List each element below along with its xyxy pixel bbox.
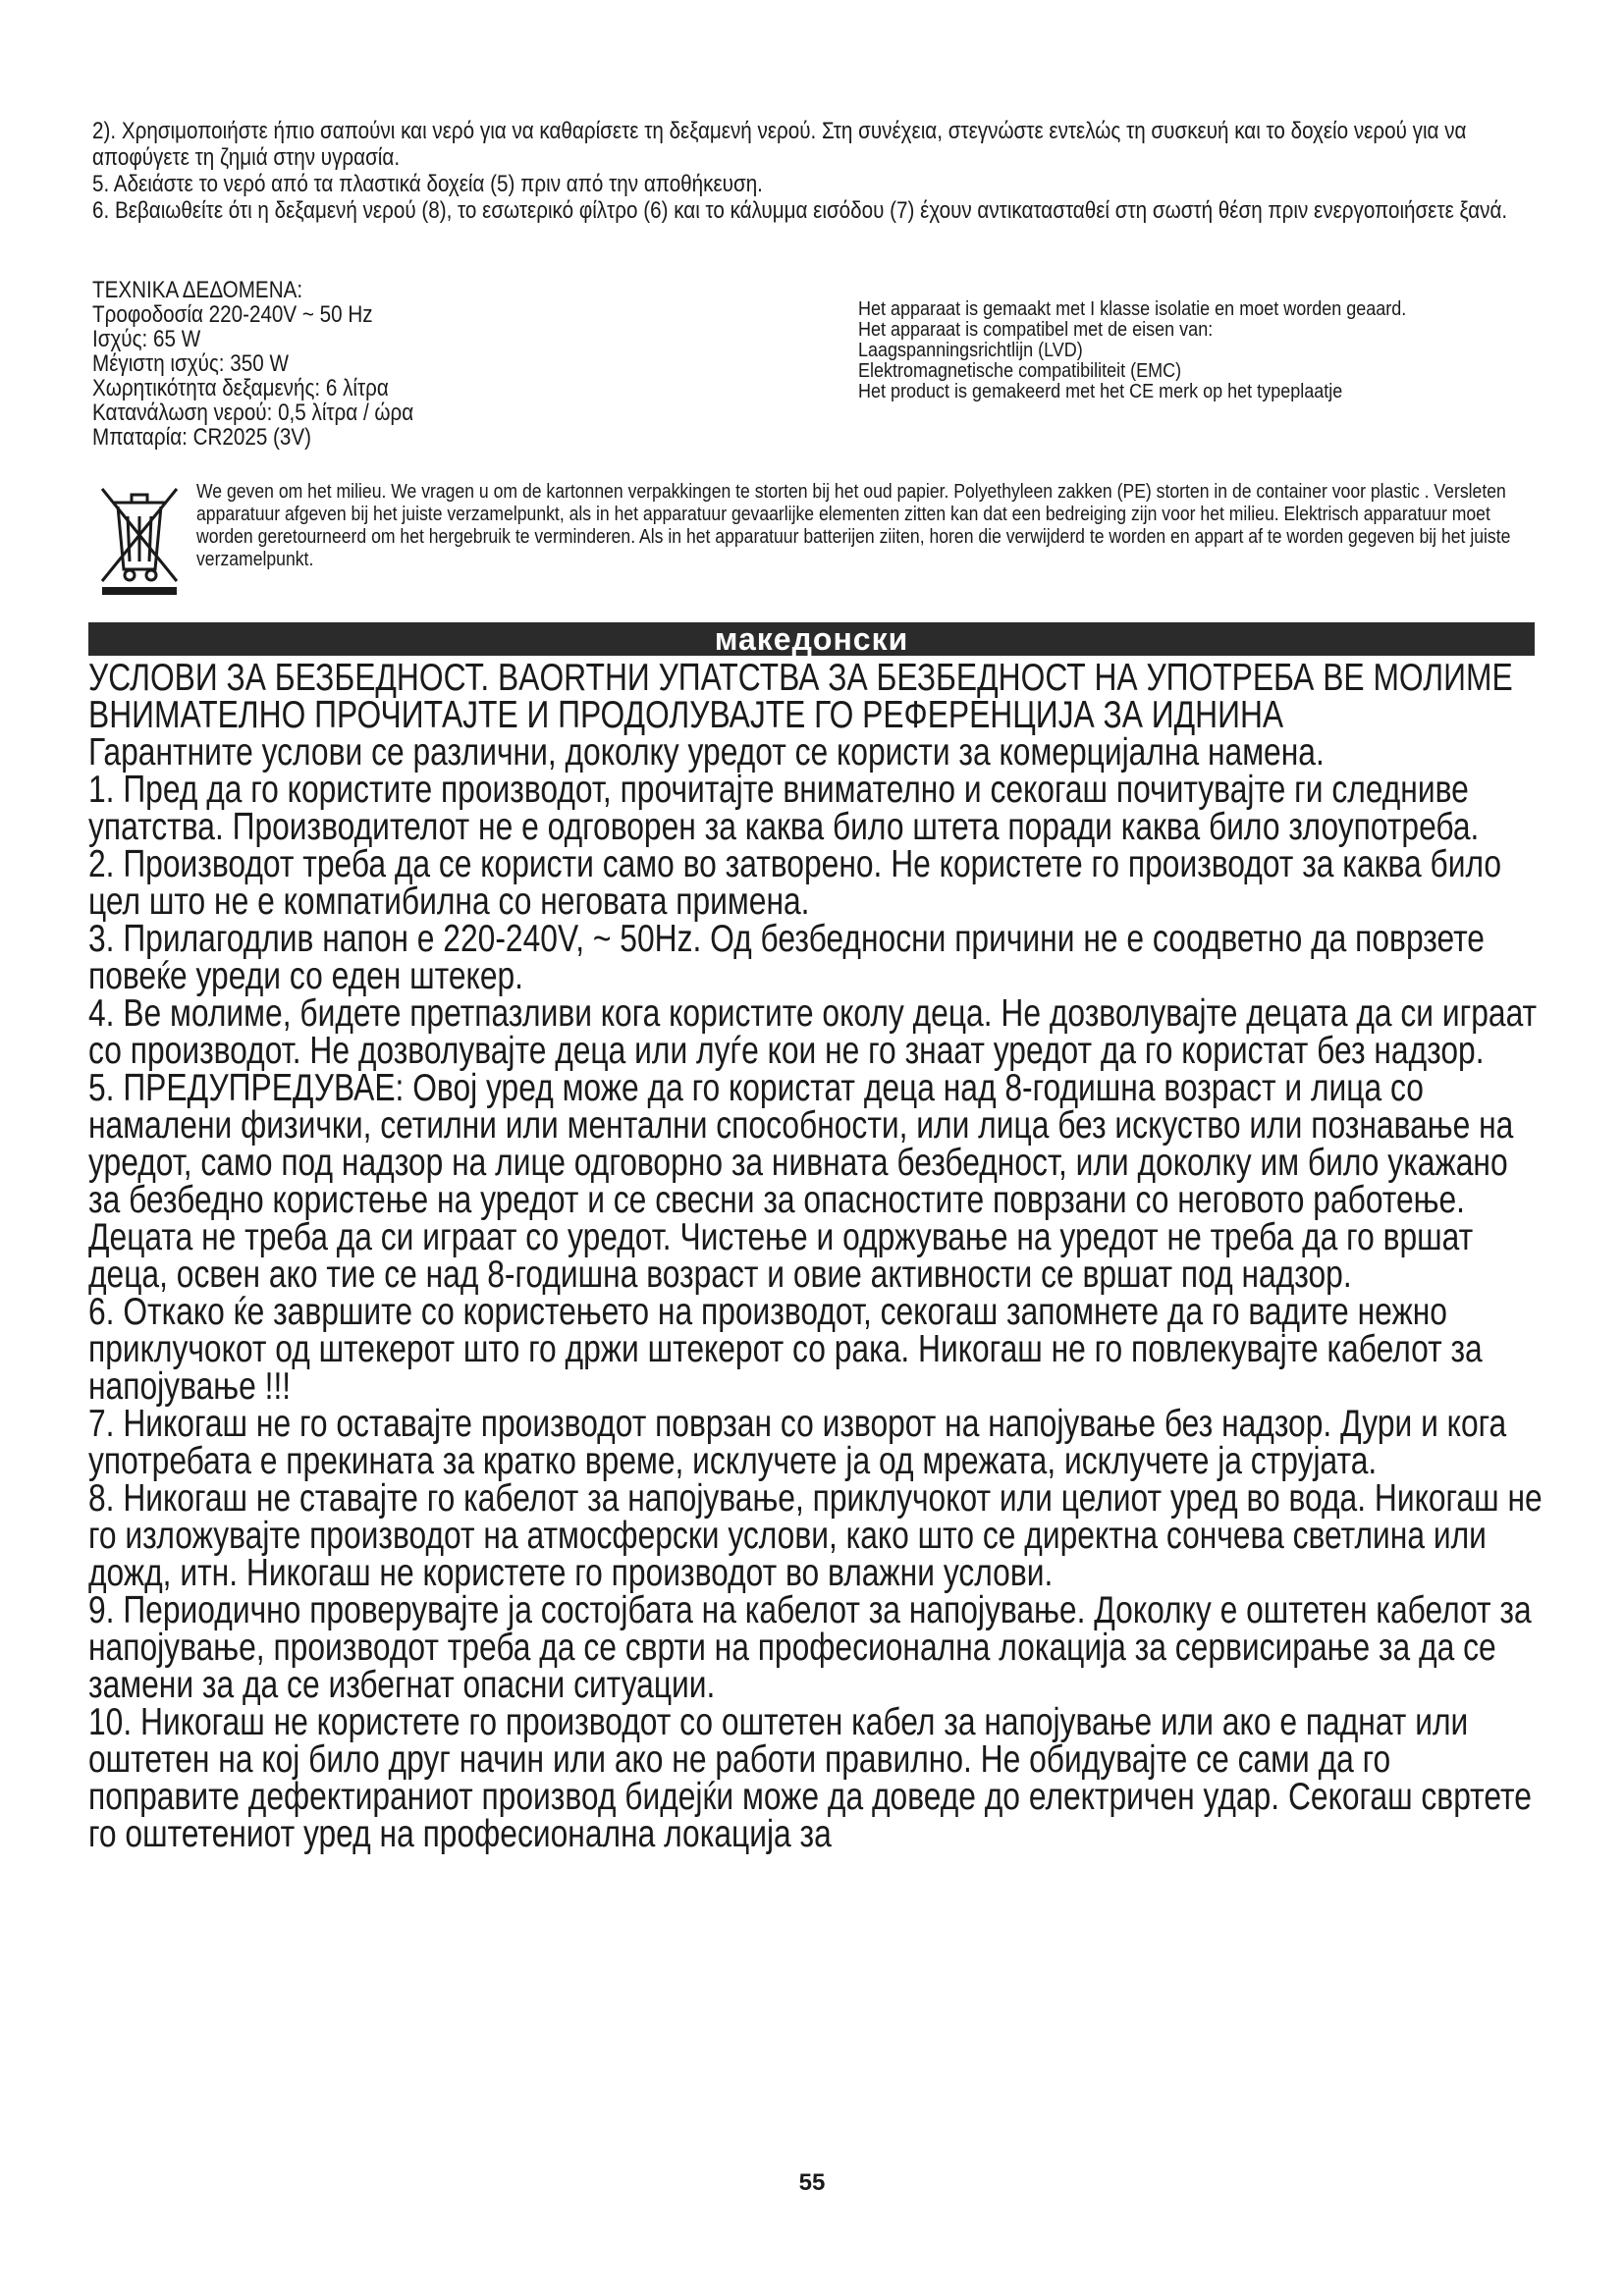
greek-paragraph: 6. Βεβαιωθείτε ότι η δεξαμενή νερού (8), το εσωτερικό φίλτρο (6) και το κάλυμμα εισόδου (7) έχουν αντικατασταθεί στη σωστή θέση πριν ενεργοποιήσετε ξανά. xyxy=(92,197,1508,224)
technical-line: Ισχύς: 65 W xyxy=(92,326,201,352)
instruction-item: 7. Никогаш не го оставајте производот поврзан со изворот на напојување без надзор. Дури и кога употребата е прекината за кратко време, исклучете ја од мрежата, исклучете ја струјата. xyxy=(88,1403,1507,1482)
compliance-line: Laagspanningsrichtlijn (LVD) xyxy=(858,340,1083,361)
instruction-item: 8. Никогаш не ставајте го кабелот за напојување, приклучокот или целиот уред во вода. Никогаш не го изложувајте производот на атмосферски услови, како што се директна сончева светлина или дожд, итн. Никогаш не користете го производот во влажни услови. xyxy=(88,1477,1543,1594)
technical-line: Μπαταρία: CR2025 (3V) xyxy=(92,424,312,451)
technical-line: Κατανάλωση νερού: 0,5 λίτρα / ώρα xyxy=(92,400,414,426)
greek-paragraph: 2). Χρησιμοποιήστε ήπιο σαπούνι και νερό για να καθαρίσετε τη δεξαμενή νερού. Στη συνέχεια, στεγνώστε εντελώς τη συσκευή και το δοχείο νερού για να αποφύγετε τη ζημιά στην υγρασία. xyxy=(92,118,1467,171)
page-number: 55 xyxy=(798,2169,826,2196)
instruction-item: 10. Никогаш не користете го производот со оштетен кабел за напојување или ако е паднат или оштетен на кој било друг начин или ако не работи правилно. Не обидувајте се сами да го поправите дефектираниот производ бидејќи може да доведе до електричен удар. Секогаш свртете го оштетениот уред на професионална локација за xyxy=(88,1701,1532,1855)
instruction-item: 4. Ве молиме, бидете претпазливи кога користите околу деца. Не дозволувајте децата да си играат со производот. Не дозволувајте деца или луѓе кои не го знаат уредот да го користат без надзор. xyxy=(88,992,1538,1072)
warranty-note: Гарантните услови се различни, доколку уредот се користи за комерцијална намена. xyxy=(88,731,1325,774)
language-section-bar: македонски xyxy=(88,622,1535,656)
instruction-item: 6. Откако ќе завршите со користењето на производот, секогаш запомнете да го вадите нежно приклучокот од штекерот што го држи штекерот со рака. Никогаш не го повлекувајте кабелот за напојување !!! xyxy=(88,1291,1483,1408)
instruction-item: 2. Производот треба да се користи само во затворено. Не користете го производот за каква било цел што не е компатибилна со неговата примена. xyxy=(88,843,1502,923)
compliance-line: Het apparaat is gemaakt met I klasse isolatie en moet worden geaard. xyxy=(858,298,1407,320)
greek-paragraph: 5. Αδειάστε το νερό από τα πλαστικά δοχεία (5) πριν από την αποθήκευση. xyxy=(92,171,763,197)
dutch-environment-note xyxy=(196,481,1544,571)
technical-line: Τροφοδοσία 220-240V ~ 50 Hz xyxy=(92,301,373,328)
technical-line: Μέγιστη ισχύς: 350 W xyxy=(92,350,289,377)
compliance-line: Elektromagnetische compatibiliteit (EMC) xyxy=(858,360,1182,382)
instruction-item: 9. Периодично проверувајте ја состојбата на кабелот за напојување. Доколку е оштетен кабелот за напојување, производот треба да се сврти на професионална локација за сервисирање за да се замени за да се избегнат опасни ситуации. xyxy=(88,1589,1532,1706)
instruction-item: 5. ПРЕДУПРЕДУВАЕ: Овој уред може да го користат деца над 8-годишна возраст и лица со намалени физички, сетилни или ментални способности, или лица без искуство или познавање на уредот, само под надзор на лице одговорно за нивната безбедност, или доколку им било укажано за безбедно користење на уредот и се свесни за опасностите поврзани со неговото работење. Децата не треба да си играат со уредот. Чистење и одржување на уредот не треба да го вршат деца, освен ако тие се над 8-годишна возраст и овие активности се вршат под надзор. xyxy=(88,1067,1514,1296)
technical-data xyxy=(92,278,413,450)
greek-instructions xyxy=(92,118,1544,224)
instruction-item: 1. Пред да го користите производот, прочитајте внимателно и секогаш почитувајте ги следниве упатства. Производителот не е одговорен за каква било штета поради каква било злоупотреба. xyxy=(88,769,1480,848)
compliance-line: Het product is gemakeerd met het CE merk op het typeplaatje xyxy=(858,381,1343,402)
safety-heading: УСЛОВИ ЗА БЕЗБЕДНОСТ. BAORTHИ УПАТСТВА ЗА БЕЗБЕДНОСТ НА УПОТРЕБА ВЕ МОЛИМЕ ВНИМАТЕЛНО ПРОЧИТАЈТЕ И ПРОДОЛУВАЈТЕ ГО РЕФЕРЕНЦИЈА ЗА ИДНИНА xyxy=(88,657,1513,736)
technical-heading: ΤΕΧΝΙΚΑ ΔΕΔΟΜΕΝΑ: xyxy=(92,277,303,303)
instruction-item: 3. Прилагодлив напон е 220-240V, ~ 50Hz. Од безбедносни причини не е соодветно да поврзете повеќе уреди со еден штекер. xyxy=(88,918,1485,997)
dutch-compliance xyxy=(858,299,1406,402)
technical-line: Χωρητικότητα δεξαμενής: 6 λίτρα xyxy=(92,375,389,401)
compliance-line: Het apparaat is compatibel met de eisen van: xyxy=(858,319,1214,341)
crossed-bin-icon xyxy=(94,479,185,599)
macedonian-instructions xyxy=(88,657,1544,1855)
environment-text: We geven om het milieu. We vragen u om de kartonnen verpakkingen te storten bij het oud papier. Polyethyleen zakken (PE) storten in de container voor plastic . Versleten apparatuur afgeven bij het juiste verzamelpunkt, als in het apparatuur gevaarlijke elementen zitten kan dat een bedreiging zijn voor het milieu. Elektrisch apparatuur moet worden geretourneerd om het hergebruik te verminderen. Als in het apparatuur batterijen ziiten, horen die verwijderd te worden en appart af te worden gegeven bij het juiste verzamelpunkt. xyxy=(196,481,1511,570)
